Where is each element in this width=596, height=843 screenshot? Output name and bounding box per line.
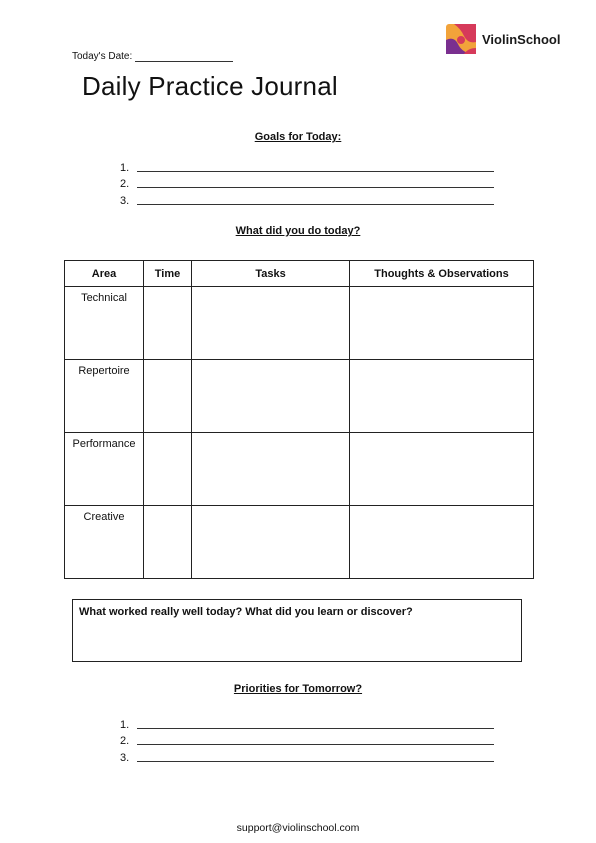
column-header-thoughts: Thoughts & Observations xyxy=(350,261,534,287)
goal-item[interactable]: 3. xyxy=(120,190,494,207)
priority-blank-line xyxy=(137,718,494,729)
time-cell[interactable] xyxy=(144,433,192,506)
time-cell[interactable] xyxy=(144,360,192,433)
time-cell[interactable] xyxy=(144,506,192,579)
todays-date-blank xyxy=(135,51,233,62)
goal-blank-line xyxy=(137,194,494,205)
goal-blank-line xyxy=(137,177,494,188)
reflection-box[interactable] xyxy=(72,599,522,662)
goals-list xyxy=(120,157,494,207)
area-cell: Technical xyxy=(65,287,144,360)
todays-date-field xyxy=(72,51,233,62)
column-header-time: Time xyxy=(144,261,192,287)
reflection-prompt: What worked really well today? What did you learn or discover? xyxy=(79,606,413,618)
todays-date-label: Today's Date: xyxy=(72,51,133,62)
table-row xyxy=(65,506,534,579)
log-heading: What did you do today? xyxy=(235,225,361,237)
brand-logo xyxy=(446,24,561,54)
thoughts-cell[interactable] xyxy=(350,287,534,360)
support-email: support@violinschool.com xyxy=(236,822,360,834)
thoughts-cell[interactable] xyxy=(350,360,534,433)
priorities-heading: Priorities for Tomorrow? xyxy=(233,683,363,695)
area-cell: Performance xyxy=(65,433,144,506)
tasks-cell[interactable] xyxy=(192,360,350,433)
priorities-list xyxy=(120,714,494,764)
page-title: Daily Practice Journal xyxy=(82,71,338,101)
practice-log-table xyxy=(64,260,534,579)
tasks-cell[interactable] xyxy=(192,433,350,506)
table-row xyxy=(65,360,534,433)
violinschool-logo-icon xyxy=(446,24,476,54)
area-cell: Creative xyxy=(65,506,144,579)
time-cell[interactable] xyxy=(144,287,192,360)
thoughts-cell[interactable] xyxy=(350,433,534,506)
table-row xyxy=(65,287,534,360)
goal-item[interactable]: 1. xyxy=(120,157,494,174)
table-header-row xyxy=(65,261,534,287)
priority-item[interactable]: 3. xyxy=(120,747,494,764)
tasks-cell[interactable] xyxy=(192,287,350,360)
priority-blank-line xyxy=(137,734,494,745)
column-header-area: Area xyxy=(65,261,144,287)
priority-blank-line xyxy=(137,751,494,762)
thoughts-cell[interactable] xyxy=(350,506,534,579)
goals-heading: Goals for Today: xyxy=(254,131,342,143)
tasks-cell[interactable] xyxy=(192,506,350,579)
goal-item[interactable]: 2. xyxy=(120,174,494,191)
priority-item[interactable]: 1. xyxy=(120,714,494,731)
table-row xyxy=(65,433,534,506)
column-header-tasks: Tasks xyxy=(192,261,350,287)
area-cell: Repertoire xyxy=(65,360,144,433)
priority-item[interactable]: 2. xyxy=(120,731,494,748)
goal-blank-line xyxy=(137,161,494,172)
brand-name: ViolinSchool xyxy=(482,31,561,47)
